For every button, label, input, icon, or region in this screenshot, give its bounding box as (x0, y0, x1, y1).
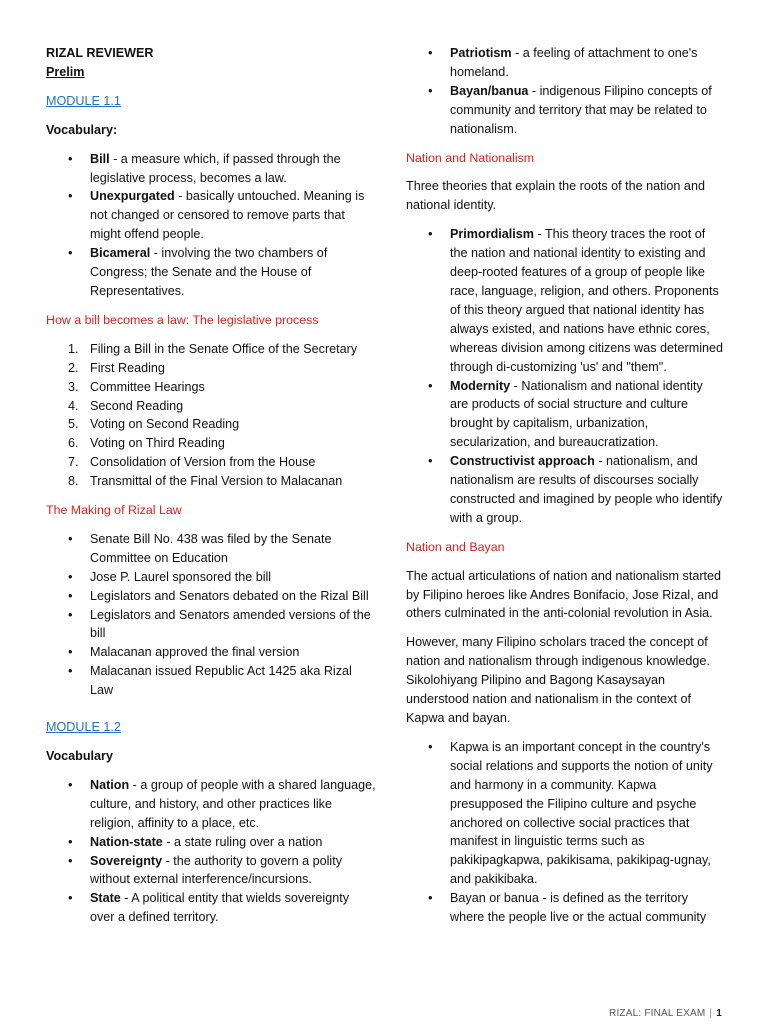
left-column (46, 44, 376, 927)
definition: - basically untouched. Meaning is not changed or censored to remove parts that might offend people. (90, 189, 365, 242)
vocabulary-label: Vocabulary (46, 749, 113, 763)
list-item: 1. Filing a Bill in the Senate Office of the Secretary (68, 341, 358, 356)
bayan-paragraph-1: The actual articulations of nation and nationalism started by Filipino heroes like Andres Bonifacio, Jose Rizal, and others culminated in the anti-colonial revolution in Asia. (406, 568, 722, 621)
list-item: 5. Voting on Second Reading (68, 417, 240, 432)
theories-list (406, 225, 724, 528)
right-column (406, 44, 724, 927)
list-item: • Kapwa is an important concept in the country's social relations and supports the notion of unity and harmony in a community. Kapwa presupposed the Filipino culture and psyche anchored on collective social practices that manifest in linguistic terms such as pakikipagkapwa, pakikisama, pakikipag-ugnay, and pakikibaka. (406, 738, 724, 889)
list-item: 2. First Reading (68, 360, 165, 375)
rizal-law-heading: The Making of Rizal Law (46, 503, 182, 518)
list-item (46, 187, 376, 244)
list-item: 7. Consolidation of Version from the House (68, 455, 316, 470)
document-title: RIZAL REVIEWER (46, 46, 154, 60)
nation-intro-paragraph: Three theories that explain the roots of the nation and national identity. (406, 179, 705, 213)
page-footer (609, 1005, 722, 1024)
list-item: • Bayan or banua - is defined as the territory where the people live or the actual community (406, 889, 724, 927)
nation-nationalism-heading: Nation and Nationalism (406, 150, 535, 165)
list-item: • Sovereignty - the authority to govern a polity without external interference/incursions. (46, 852, 376, 890)
term: Bill (90, 151, 110, 166)
vocabulary-label: Vocabulary: (46, 122, 118, 137)
list-item: • Jose P. Laurel sponsored the bill (46, 568, 376, 587)
definition: - a measure which, if passed through the legislative process, becomes a law. (90, 151, 341, 185)
list-item: • Malacanan approved the final version (46, 643, 376, 662)
list-item: 6. Voting on Third Reading (68, 436, 225, 451)
list-item (46, 150, 376, 188)
rizal-law-list (46, 530, 376, 700)
list-item: • Primordialism - This theory traces the root of the nation and national identity to existing and deep-rooted features of a group of people like race, language, religion, and others. Proponents of this theory argued that national identity has always existed, and nations have ethnic cores, whereas division among citizens was determined through di-customizing 'us' and "them". (406, 225, 724, 376)
module-1-1-heading: MODULE 1.1 (46, 93, 121, 108)
list-item: • Legislators and Senators amended versions of the bill (46, 606, 376, 644)
list-item: • Legislators and Senators debated on the Rizal Bill (46, 587, 376, 606)
list-item: • Senate Bill No. 438 was filed by the Senate Committee on Education (46, 530, 376, 568)
footer-label: RIZAL: FINAL EXAM (609, 1008, 706, 1019)
vocabulary-list (46, 150, 376, 301)
vocabulary-list-continued (406, 44, 724, 139)
list-item: • Nation-state - a state ruling over a nation (46, 833, 376, 852)
footer-separator: | (709, 1008, 713, 1019)
legislative-process-heading: How a bill becomes a law: The legislative process (46, 312, 319, 327)
definition: - involving the two chambers of Congress; the Senate and the House of Representatives. (90, 246, 328, 298)
list-item: • Nation - a group of people with a shared language, culture, and history, and other practices like religion, affinity to a place, etc. (46, 776, 376, 833)
list-item: 3. Committee Hearings (68, 379, 205, 394)
legislative-steps-list (46, 340, 376, 491)
list-item: 4. Second Reading (68, 398, 184, 413)
list-item: • Bayan/banua - indigenous Filipino concepts of community and territory that may be related to nationalism. (406, 82, 724, 139)
term: Bicameral (90, 246, 151, 261)
bayan-paragraph-2: However, many Filipino scholars traced the concept of nation and nationalism through indigenous knowledge. Sikolohiyang Pilipino and Bagong Kasaysayan understood nation and nationalism in the context of Kapwa and bayan. (406, 635, 710, 725)
term: Unexpurgated (90, 189, 175, 204)
list-item: 8. Transmittal of the Final Version to Malacanan (68, 474, 343, 489)
list-item: • Constructivist approach - nationalism, and nationalism are results of discourses socially constructed and imagined by people who identify with a group. (406, 452, 724, 528)
list-item: • Malacanan issued Republic Act 1425 aka Rizal Law (46, 662, 376, 700)
list-item: • Modernity - Nationalism and national identity are products of social structure and culture brought by capitalism, urbanization, secularization, and bureaucratization. (406, 377, 724, 453)
page-number: 1 (716, 1008, 722, 1019)
bayan-list (406, 738, 724, 927)
list-item: • Patriotism - a feeling of attachment to one's homeland. (406, 44, 724, 82)
list-item: • State - A political entity that wields sovereignty over a defined territory. (46, 889, 376, 927)
vocabulary-list (46, 776, 376, 927)
document-subtitle: Prelim (46, 64, 85, 79)
list-item (46, 244, 376, 301)
nation-bayan-heading: Nation and Bayan (406, 539, 505, 554)
module-1-2-heading: MODULE 1.2 (46, 720, 121, 735)
